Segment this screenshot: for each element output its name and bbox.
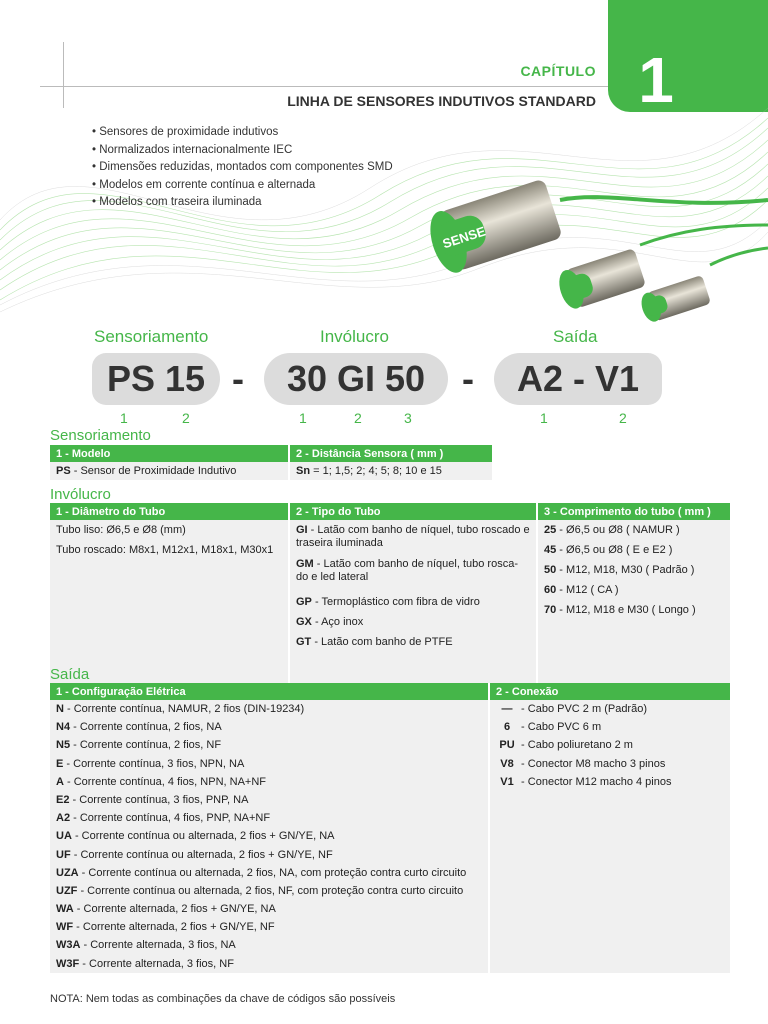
footnote: NOTA: Nem todas as combinações da chave de códigos são possíveis xyxy=(50,993,396,1005)
header-vertical-rule xyxy=(63,42,64,108)
config-text: - Corrente alternada, 2 fios + GN/YE, NA xyxy=(73,903,276,916)
code-index: 3 xyxy=(404,410,412,426)
code-part-sensoriamento: PS 15 xyxy=(92,353,220,405)
length-text: - Ø6,5 ou Ø8 ( E e E2 ) xyxy=(556,544,673,556)
tube-type-code: GM xyxy=(296,558,314,570)
connection-text: - Conector M12 macho 4 pinos xyxy=(518,775,672,788)
header-rule xyxy=(40,86,608,87)
config-text: - Corrente contínua, 4 fios, PNP, NA+NF xyxy=(70,812,271,825)
config-text: - Corrente contínua, 3 fios, NPN, NA xyxy=(63,757,245,770)
feature-item: • Sensores de proximidade indutivos xyxy=(92,124,393,142)
diameter-item: Tubo liso: Ø6,5 e Ø8 (mm) xyxy=(56,524,186,536)
code-index: 2 xyxy=(619,410,627,426)
length-text: - M12, M18, M30 ( Padrão ) xyxy=(556,564,695,576)
column-header: 1 - Modelo xyxy=(50,445,289,462)
chapter-number: 1 xyxy=(638,44,674,116)
code-index: 1 xyxy=(540,410,548,426)
config-code: N4 xyxy=(56,721,71,734)
connection-text: - Cabo PVC 2 m (Padrão) xyxy=(518,703,647,715)
code-separator: - xyxy=(462,358,474,399)
column-header: 1 - Configuração Elétrica xyxy=(50,683,489,700)
tube-type-code: GX xyxy=(296,616,312,628)
involucro-table xyxy=(50,503,730,684)
feature-item: • Modelos em corrente contínua e alternada xyxy=(92,177,393,195)
feature-item: • Modelos com traseira iluminada xyxy=(92,194,393,212)
config-code: UZA xyxy=(56,866,79,879)
section-title-involucro: Invólucro xyxy=(50,486,111,503)
code-separator: - xyxy=(232,358,244,399)
config-text: - Corrente contínua, 3 fios, PNP, NA xyxy=(69,793,249,806)
length-text: - M12 ( CA ) xyxy=(556,584,619,596)
connection-text: - Conector M8 macho 3 pinos xyxy=(518,757,666,770)
column-header: 2 - Tipo do Tubo xyxy=(289,503,537,520)
config-code: W3F xyxy=(56,957,80,970)
saida-table xyxy=(50,683,730,973)
config-code: UF xyxy=(56,848,71,861)
sensoriamento-table xyxy=(50,445,492,480)
config-text: - Corrente contínua ou alternada, 2 fios, NA, com proteção contra curto circuito xyxy=(78,866,467,879)
length-code: 70 xyxy=(544,604,557,616)
column-header: 2 - Distância Sensora ( mm ) xyxy=(289,445,492,462)
connection-code: PU xyxy=(499,739,515,752)
config-code: WF xyxy=(56,921,74,934)
config-code: A xyxy=(56,775,64,788)
code-index: 1 xyxy=(120,410,128,426)
config-text: - Corrente contínua ou alternada, 2 fios + GN/YE, NF xyxy=(70,848,333,861)
tube-type-text: - Latão com banho de níquel, tubo roscado e traseira iluminada xyxy=(296,524,530,549)
feature-item: • Dimensões reduzidas, montados com componentes SMD xyxy=(92,159,393,177)
feature-list xyxy=(92,124,393,212)
config-text: - Corrente contínua, 2 fios, NA xyxy=(70,721,222,734)
config-code: E2 xyxy=(56,793,70,806)
model-description: - Sensor de Proximidade Indutivo xyxy=(70,465,237,477)
code-group-involucro: Invólucro xyxy=(320,327,389,346)
connection-code: 6 xyxy=(503,721,511,734)
code-index: 2 xyxy=(182,410,190,426)
tube-type-code: GP xyxy=(296,596,312,608)
section-title-saida: Saída xyxy=(50,666,90,683)
config-code: N5 xyxy=(56,739,71,752)
config-code: UA xyxy=(56,830,72,843)
length-code: 60 xyxy=(544,584,557,596)
length-code: 25 xyxy=(544,524,557,536)
tube-type-code: GT xyxy=(296,636,312,648)
connection-text: - Cabo poliuretano 2 m xyxy=(518,739,633,752)
distance-values: = 1; 1,5; 2; 4; 5; 8; 10 e 15 xyxy=(310,465,442,477)
code-index: 2 xyxy=(354,410,362,426)
config-text: - Corrente alternada, 3 fios, NF xyxy=(79,957,234,970)
code-group-sensoriamento: Sensoriamento xyxy=(94,327,209,346)
connection-code: V8 xyxy=(500,757,514,770)
distance-code: Sn xyxy=(296,465,311,477)
tube-type-text: - Latão com banho de PTFE xyxy=(311,636,453,648)
sensor-product-image xyxy=(410,170,768,330)
config-text: - Corrente contínua ou alternada, 2 fios, NF, com proteção contra curto circuito xyxy=(77,884,464,897)
config-code: N xyxy=(56,703,64,715)
config-text: - Corrente alternada, 3 fios, NA xyxy=(80,939,236,952)
config-code: UZF xyxy=(56,884,78,897)
column-header: 1 - Diâmetro do Tubo xyxy=(50,503,289,520)
feature-item: • Normalizados internacionalmente IEC xyxy=(92,142,393,160)
section-title-sensoriamento: Sensoriamento xyxy=(50,427,151,444)
tube-type-text: - Aço inox xyxy=(311,616,364,628)
config-text: - Corrente contínua, 2 fios, NF xyxy=(70,739,222,752)
diameter-item: Tubo roscado: M8x1, M12x1, M18x1, M30x1 xyxy=(56,544,274,556)
config-code: A2 xyxy=(56,812,71,825)
config-code: WA xyxy=(56,903,74,916)
connection-code: — xyxy=(501,703,513,715)
connection-text: - Cabo PVC 6 m xyxy=(518,721,602,734)
model-code: PS xyxy=(56,465,71,477)
config-text: - Corrente contínua, 4 fios, NPN, NA+NF xyxy=(63,775,267,788)
code-group-saida: Saída xyxy=(553,327,598,346)
config-text: - Corrente contínua ou alternada, 2 fios + GN/YE, NA xyxy=(71,830,335,843)
code-part-saida: A2 - V1 xyxy=(494,353,662,405)
code-index: 1 xyxy=(299,410,307,426)
code-part-involucro: 30 GI 50 xyxy=(264,353,448,405)
config-code: W3A xyxy=(56,939,81,952)
connection-code: V1 xyxy=(500,775,514,788)
tube-type-text: - Termoplástico com fibra de vidro xyxy=(311,596,480,608)
series-title: LINHA DE SENSORES INDUTIVOS STANDARD xyxy=(287,93,596,109)
config-code: E xyxy=(56,757,64,770)
length-code: 45 xyxy=(544,544,557,556)
chapter-label: CAPÍTULO xyxy=(520,63,596,79)
length-text: - Ø6,5 ou Ø8 ( NAMUR ) xyxy=(556,524,680,536)
length-code: 50 xyxy=(544,564,557,576)
column-header: 2 - Conexão xyxy=(489,683,730,700)
sensor-brand-label: SENSE xyxy=(440,223,488,252)
config-text: - Corrente alternada, 2 fios + GN/YE, NF xyxy=(73,921,275,934)
column-header: 3 - Comprimento do tubo ( mm ) xyxy=(537,503,730,520)
tube-type-text: - Latão com banho de níquel, tubo rosca-do e led lateral xyxy=(296,558,518,583)
config-text: - Corrente contínua, NAMUR, 2 fios (DIN-19234) xyxy=(63,703,305,715)
length-text: - M12, M18 e M30 ( Longo ) xyxy=(556,604,696,616)
tube-type-code: GI xyxy=(296,524,308,536)
